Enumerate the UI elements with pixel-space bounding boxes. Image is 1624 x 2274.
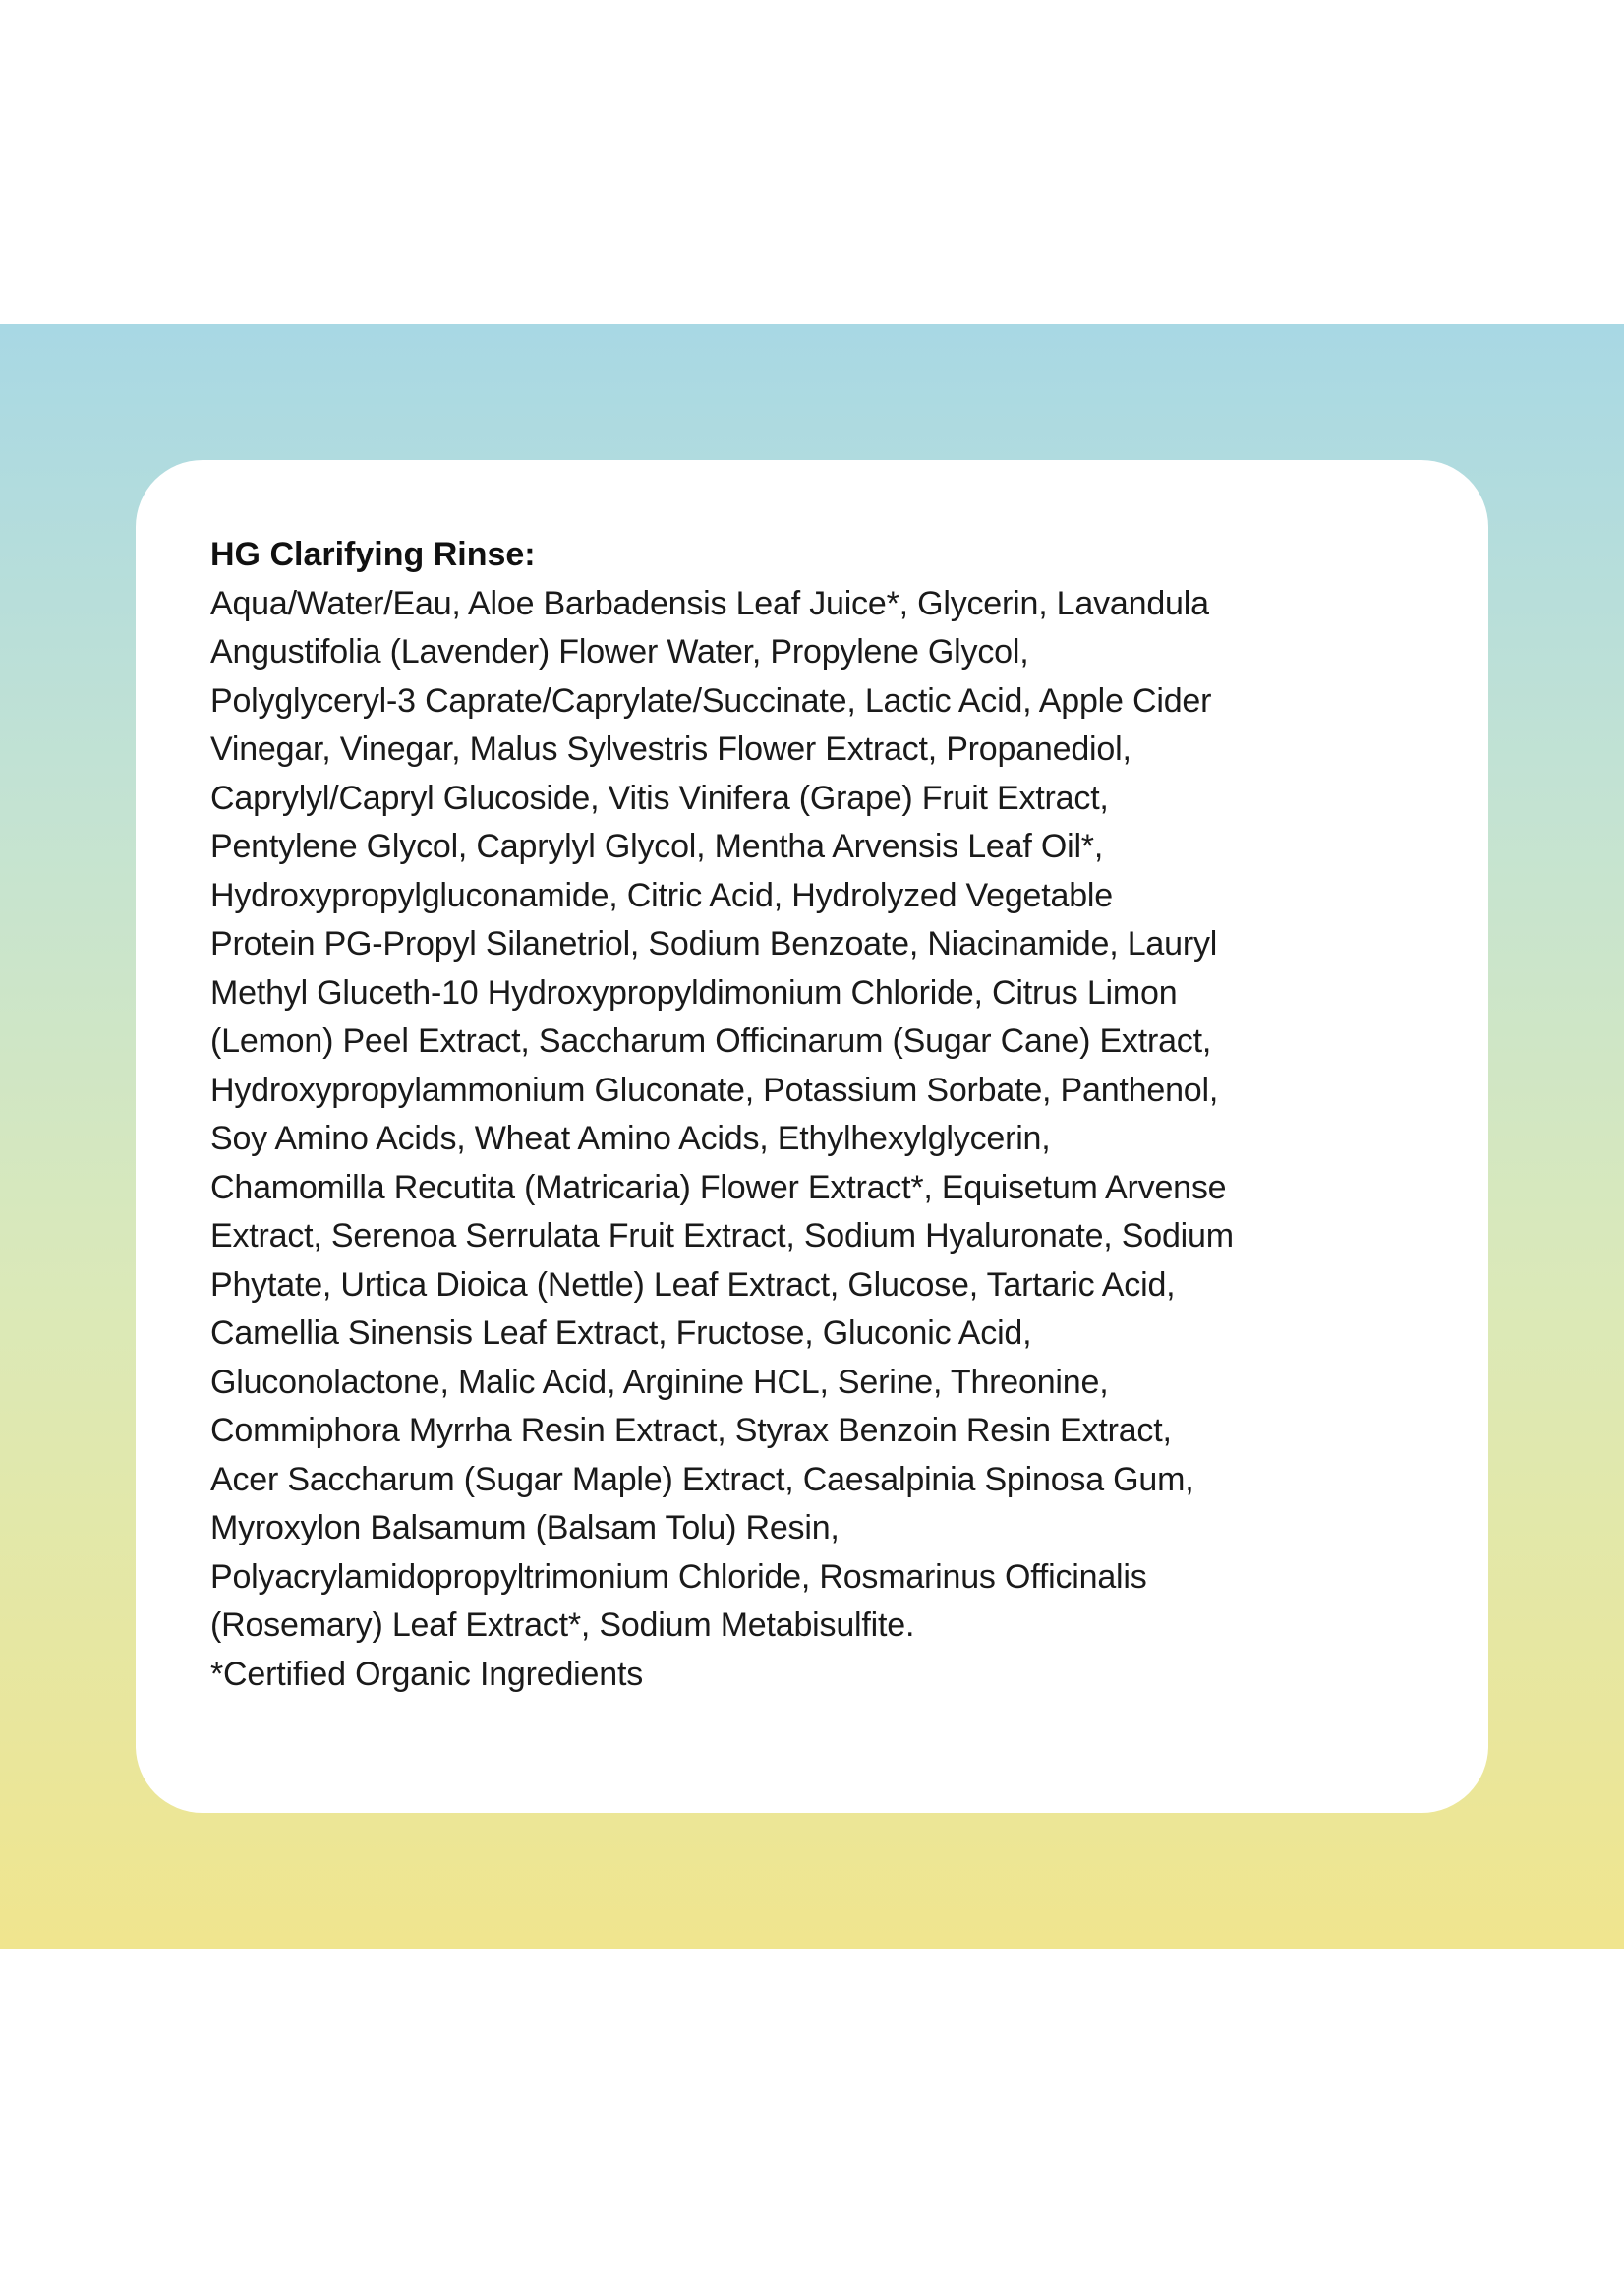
ingredient-line: Methyl Gluceth-10 Hydroxypropyldimonium Chloride, Citrus Limon bbox=[210, 973, 1178, 1012]
ingredient-line: Aqua/Water/Eau, Aloe Barbadensis Leaf Juice*, Glycerin, Lavandula bbox=[210, 584, 1209, 622]
ingredient-line: Extract, Serenoa Serrulata Fruit Extract, Sodium Hyaluronate, Sodium bbox=[210, 1217, 1234, 1254]
ingredient-line: Camellia Sinensis Leaf Extract, Fructose, Gluconic Acid, bbox=[210, 1314, 1032, 1352]
ingredient-line: Pentylene Glycol, Caprylyl Glycol, Mentha Arvensis Leaf Oil*, bbox=[210, 828, 1104, 865]
ingredient-line: Angustifolia (Lavender) Flower Water, Propylene Glycol, bbox=[210, 633, 1029, 671]
ingredient-line: Protein PG-Propyl Silanetriol, Sodium Benzoate, Niacinamide, Lauryl bbox=[210, 925, 1218, 962]
ingredient-line: Phytate, Urtica Dioica (Nettle) Leaf Extract, Glucose, Tartaric Acid, bbox=[210, 1265, 1176, 1304]
ingredient-line: Myroxylon Balsamum (Balsam Tolu) Resin, bbox=[210, 1509, 840, 1546]
ingredients-card bbox=[136, 460, 1488, 1813]
ingredient-line: Commiphora Myrrha Resin Extract, Styrax Benzoin Resin Extract, bbox=[210, 1412, 1172, 1449]
ingredient-line: Hydroxypropylammonium Gluconate, Potassium Sorbate, Panthenol, bbox=[210, 1071, 1219, 1109]
product-title: HG Clarifying Rinse: bbox=[210, 536, 536, 573]
ingredient-line: Vinegar, Vinegar, Malus Sylvestris Flower Extract, Propanediol, bbox=[210, 730, 1131, 768]
ingredient-list bbox=[210, 580, 1414, 1651]
ingredient-line: Polyacrylamidopropyltrimonium Chloride, Rosmarinus Officinalis bbox=[210, 1557, 1147, 1596]
ingredient-line: (Lemon) Peel Extract, Saccharum Officinarum (Sugar Cane) Extract, bbox=[210, 1022, 1212, 1060]
ingredient-line: (Rosemary) Leaf Extract*, Sodium Metabisulfite. bbox=[210, 1606, 915, 1644]
ingredient-line: Chamomilla Recutita (Matricaria) Flower Extract*, Equisetum Arvense bbox=[210, 1168, 1227, 1206]
ingredient-line: Hydroxypropylgluconamide, Citric Acid, Hydrolyzed Vegetable bbox=[210, 876, 1113, 914]
ingredient-line: Acer Saccharum (Sugar Maple) Extract, Caesalpinia Spinosa Gum, bbox=[210, 1460, 1194, 1498]
ingredient-line: Caprylyl/Capryl Glucoside, Vitis Vinifera (Grape) Fruit Extract, bbox=[210, 779, 1109, 817]
ingredient-line: Gluconolactone, Malic Acid, Arginine HCL, Serine, Threonine, bbox=[210, 1363, 1109, 1401]
organic-footnote: *Certified Organic Ingredients bbox=[210, 1655, 644, 1693]
ingredient-line: Soy Amino Acids, Wheat Amino Acids, Ethylhexylglycerin, bbox=[210, 1120, 1051, 1157]
gradient-background bbox=[0, 324, 1624, 1949]
ingredient-line: Polyglyceryl-3 Caprate/Caprylate/Succinate, Lactic Acid, Apple Cider bbox=[210, 681, 1212, 720]
